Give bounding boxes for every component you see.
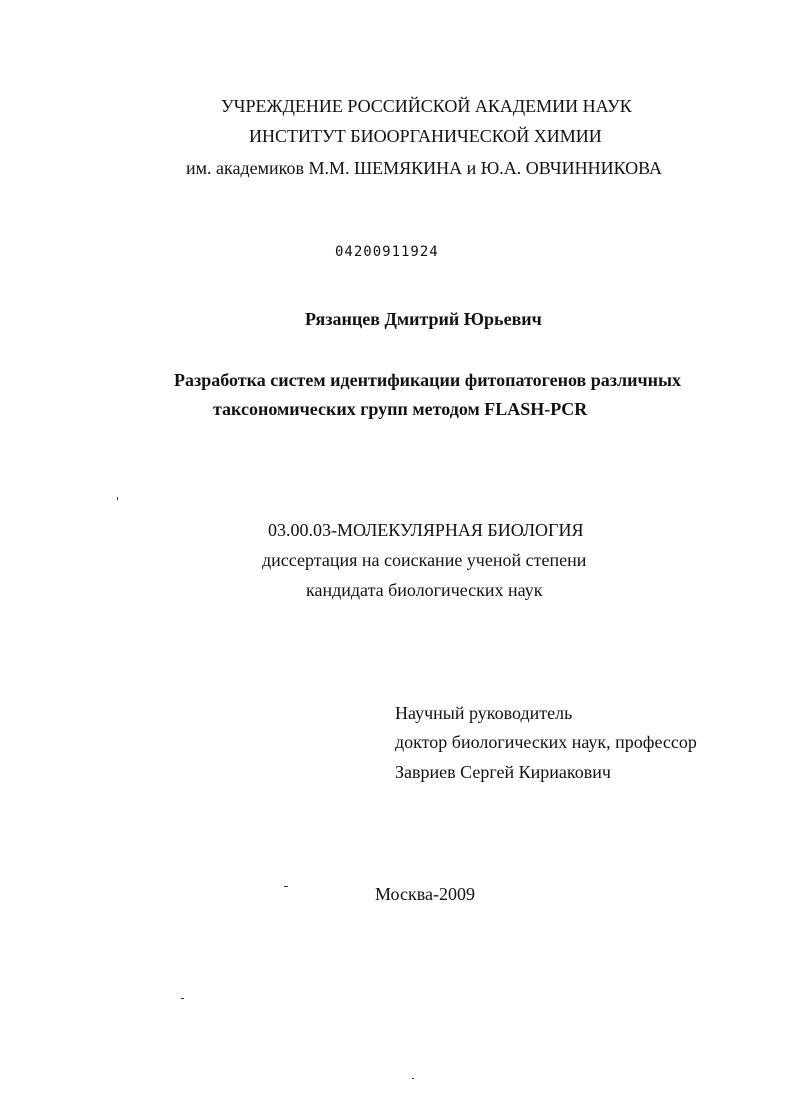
header-line-3: им. академиков М.М. ШЕМЯКИНА и Ю.А. ОВЧИННИКОВА [186,158,663,178]
scan-speck [284,886,288,887]
header-line-1: УЧРЕЖДЕНИЕ РОССИЙСКОЙ АКАДЕМИИ НАУК [221,96,632,116]
scan-speck [117,497,118,500]
title-line-2: таксономических групп методом FLASH-PCR [213,399,588,419]
supervisor-degree: доктор биологических наук, профессор [395,732,697,752]
supervisor-name: Завриев Сергей Кириакович [395,762,611,782]
specialty-code: 03.00.03-МОЛЕКУЛЯРНАЯ БИОЛОГИЯ [268,520,584,540]
degree-line-2: кандидата биологических наук [306,580,543,600]
supervisor-role: Научный руководитель [395,703,573,723]
degree-line-1: диссертация на соискание ученой степени [262,550,587,570]
title-line-1: Разработка систем идентификации фитопатогенов различных [174,370,682,390]
author-name: Рязанцев Дмитрий Юрьевич [305,309,542,329]
registration-number: 04200911924 [335,244,439,260]
scan-speck [181,998,184,999]
city-year: Москва-2009 [375,884,475,904]
header-line-2: ИНСТИТУТ БИООРГАНИЧЕСКОЙ ХИМИИ [249,126,602,146]
scan-speck [412,1078,414,1079]
